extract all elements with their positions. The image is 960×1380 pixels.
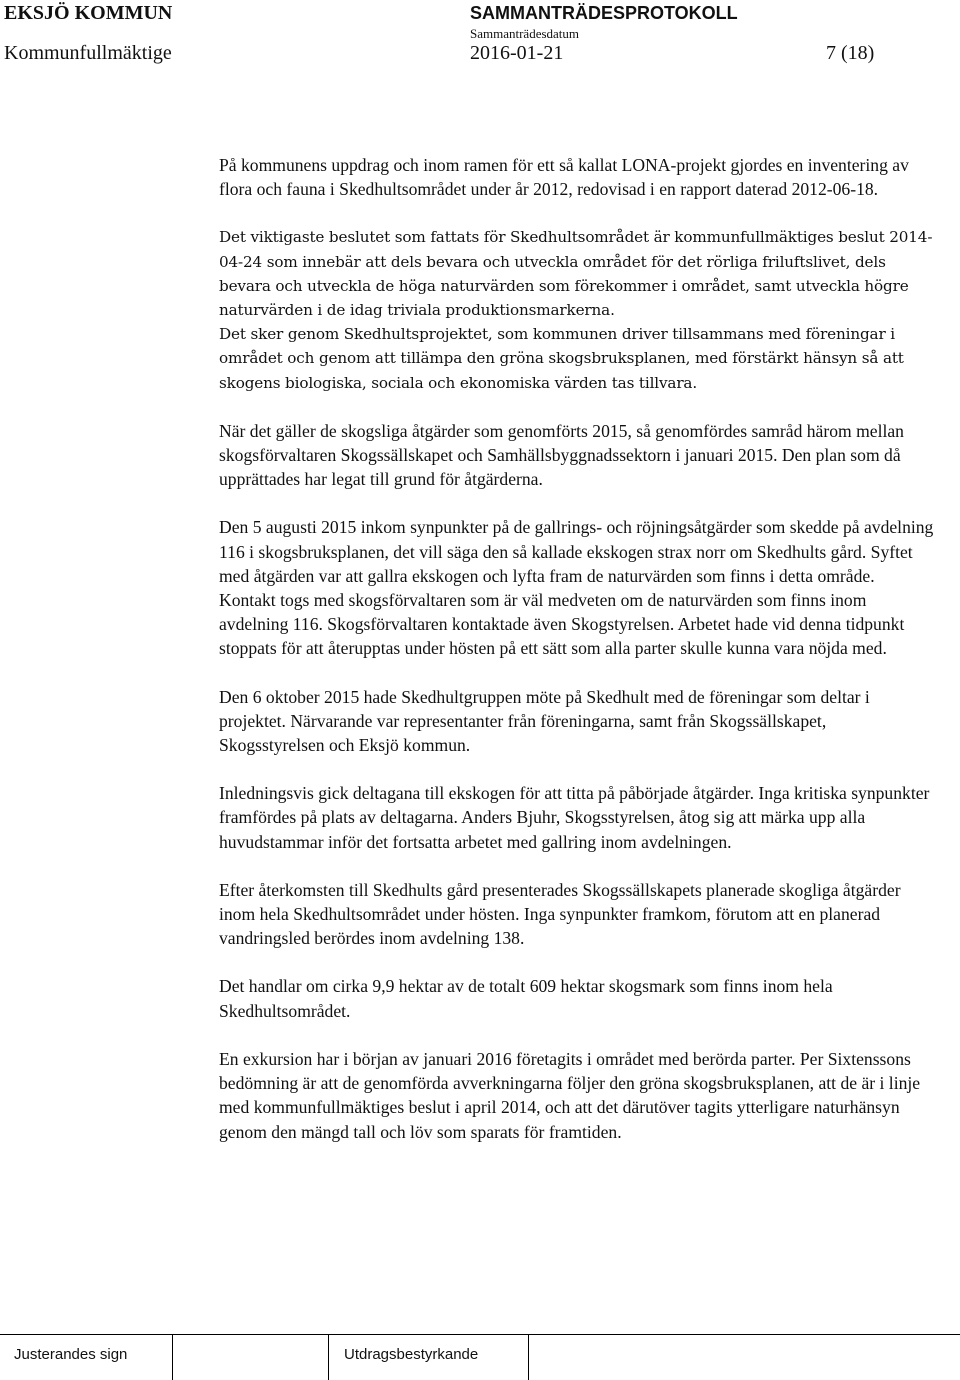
paragraph-key-decision: Det viktigaste beslutet som fattats för Skedhultsområdet är kommunfullmäktiges beslut 2014-04-24 som innebär att dels bevara och utveckla området för det rörliga friluftslivet, dels bevara och utveckla de höga naturvärden som förekommer i området, samt utveckla högre naturvärden i de idag triviala produktionsmarkerna.	[219, 228, 933, 320]
footer-divider	[328, 1334, 329, 1380]
footer-sign-label: Justerandes sign	[14, 1346, 128, 1363]
paragraph-august-feedback: Den 5 augusti 2015 inkom synpunkter på de gallrings- och röjningsåtgärder som skedde på avdelning 116 i skogsbruksplanen, det vill säga den så kallade ekskogen strax norr om Skedhults gård. Syftet med åtgärden var att gallra ekskogen och lyfta fram de naturvärden som finns i detta område. Kontakt togs med skogsförvaltaren som är väl medveten om de naturvärden som finns inom avdelning 116. Skogsförvaltaren kontaktade även Skogstyrelsen. Arbetet hade vid denna tidpunkt stoppats för att återupptas under hösten på ett sätt som alla parter skulle kunna vara nöjda med.	[219, 517, 934, 659]
paragraph-planned-measures: Efter återkomsten till Skedhults gård presenterades Skogssällskapets planerade skogliga åtgärder inom hela Skedhultsområdet under hösten. Inga synpunkter framkom, förutom att en planerad vandringsled berördes inom avdelning 138.	[219, 879, 901, 949]
footer-rule	[0, 1334, 960, 1335]
paragraph-forestry-consultation: När det gäller de skogsliga åtgärder som genomförts 2015, så genomfördes samråd härom mellan skogsförvaltaren Skogssällskapet och Samhällsbyggnadssektorn i januari 2015. Den plan som då upprättades har legat till grund för åtgärderna.	[219, 420, 904, 490]
meeting-date: 2016-01-21	[470, 42, 564, 64]
paragraph-lona-inventory: På kommunens uppdrag och inom ramen för ett så kallat LONA-projekt gjordes en inventering av flora och fauna i Skedhultsområdet under år 2012, redovisad i en rapport daterad 2012-06-18.	[219, 155, 909, 200]
paragraph-site-visit: Inledningsvis gick deltagana till ekskogen för att titta på påbörjade åtgärder. Inga kritiska synpunkter framfördes på plats av deltagarna. Anders Bjuhr, Skogsstyrelsen, åtog sig att märka upp alla huvudstammar inför det fortsatta arbetet med gallring inom avdelningen.	[219, 783, 930, 852]
paragraph-october-meeting: Den 6 oktober 2015 hade Skedhultgruppen möte på Skedhult med de föreningar som deltar i projektet. Närvarande var representanter från föreningarna, samt från Skogssällskapet, Skogsstyrelsen och Eksjö kommun.	[219, 686, 870, 756]
footer-divider	[528, 1334, 529, 1380]
paragraph-january-excursion: En exkursion har i början av januari 2016 företagits i området med berörda parter. Per Sixtenssons bedömning är att de genomförda avverkningarna följer den gröna skogsbruksplanen, att de är i linje med kommunfullmäktiges beslut i april 2014, och att det därutöver tagits ytterligare naturhänsyn genom den mängd tall och löv som sparats för framtiden.	[219, 1048, 921, 1142]
paragraph-area-size: Det handlar om cirka 9,9 hektar av de totalt 609 hektar skogsmark som finns inom hela Skedhultsområdet.	[219, 976, 833, 1021]
decision-body: Kommunfullmäktige	[4, 42, 172, 64]
footer-extract-label: Utdragsbestyrkande	[344, 1346, 479, 1363]
meeting-date-label: Sammanträdesdatum	[470, 26, 580, 41]
footer-divider	[172, 1334, 173, 1380]
paragraph-skedhult-project: Det sker genom Skedhultsprojektet, som kommunen driver tillsammans med föreningar i området och genom att tillämpa den gröna skogsbruksplanen, med förstärkt hänsyn så att skogens biologiska, sociala och ekonomiska värden tas tillvara.	[219, 325, 904, 392]
organization-name: EKSJÖ KOMMUN	[4, 2, 173, 24]
protocol-body	[219, 153, 935, 1168]
page-number: 7 (18)	[826, 42, 875, 64]
document-title: SAMMANTRÄDESPROTOKOLL	[470, 3, 738, 23]
